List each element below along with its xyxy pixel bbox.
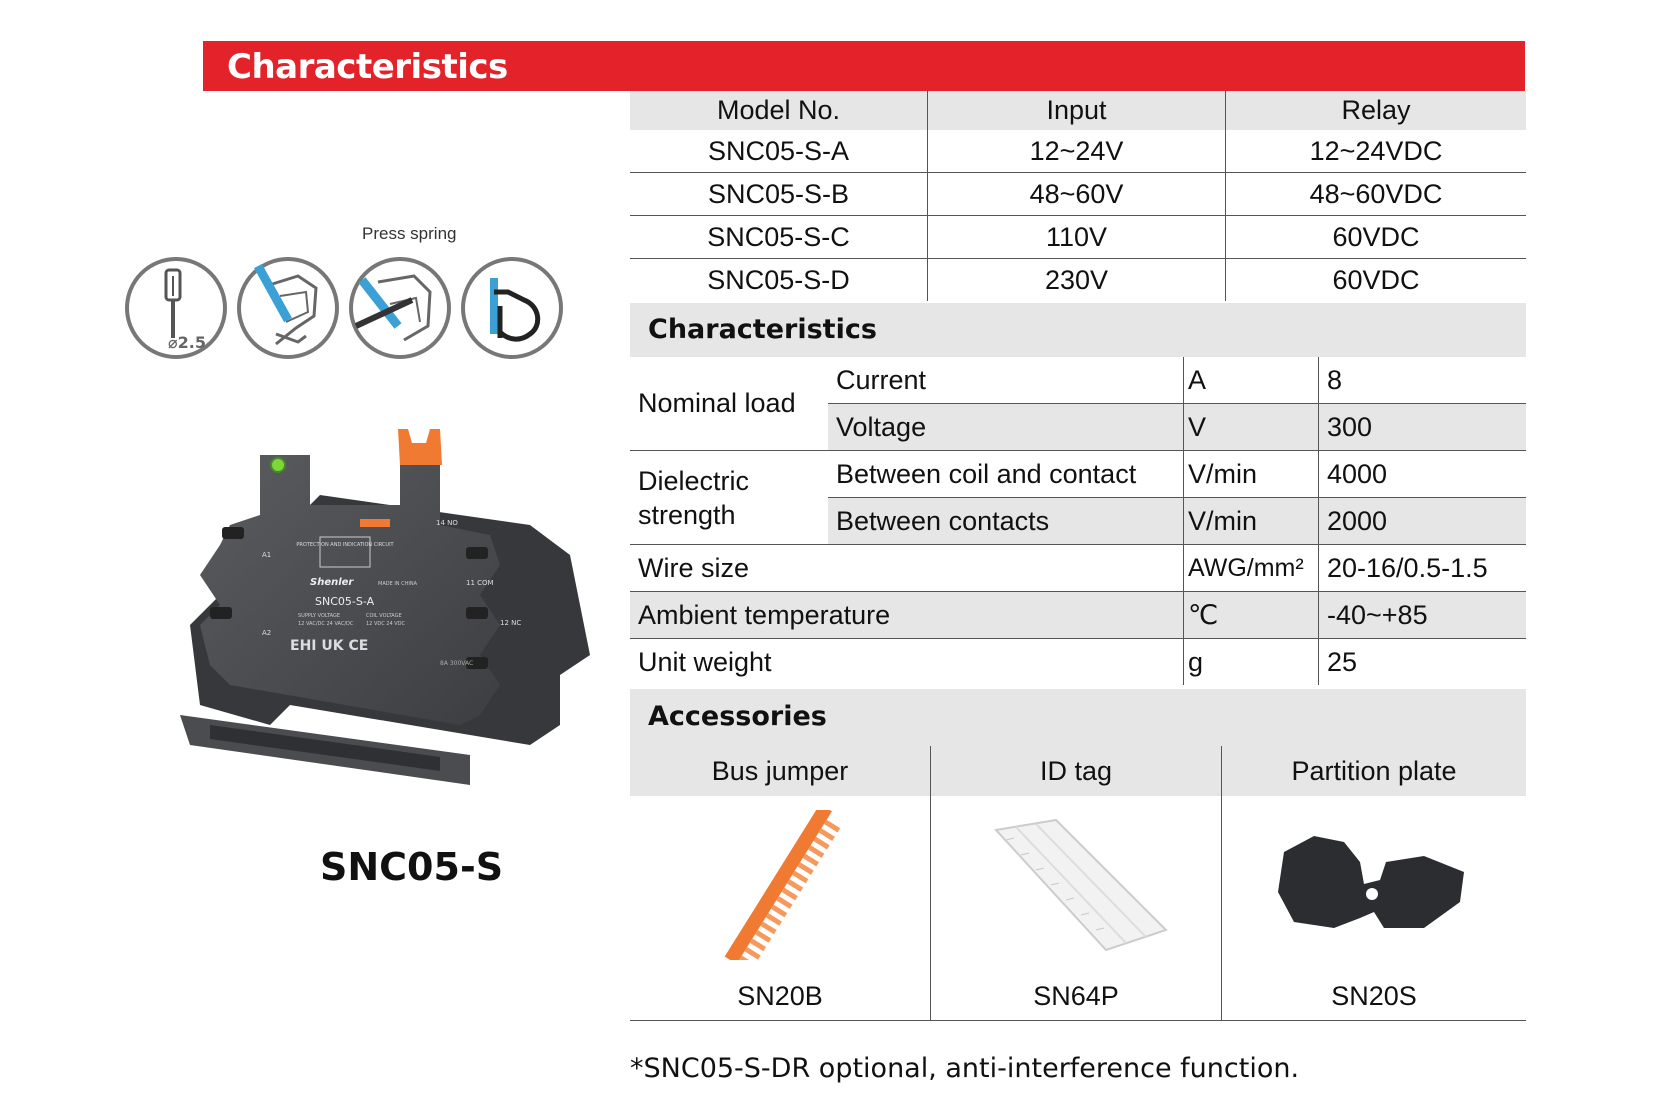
press-spring-label: Press spring xyxy=(362,224,457,243)
spec-name: Between contacts xyxy=(828,498,1184,545)
accessory-code: SN20B xyxy=(737,981,823,1011)
spec-name: Wire size xyxy=(630,545,1184,592)
input-cell: 230V xyxy=(928,259,1226,302)
accessory-code: SN64P xyxy=(1033,981,1119,1011)
spec-value: 300 xyxy=(1319,404,1527,451)
spec-value: 25 xyxy=(1327,646,1358,677)
model-cell: SNC05-S-D xyxy=(630,259,928,302)
bus-jumper-image xyxy=(695,810,865,960)
relay-a1-label: A1 xyxy=(262,551,272,559)
accessory-name: Partition plate xyxy=(1222,746,1526,796)
table-row xyxy=(630,173,1526,216)
input-cell: 48~60V xyxy=(928,173,1226,216)
characteristics-section-title: Characteristics xyxy=(648,314,877,345)
spec-name: Unit weight xyxy=(630,639,1184,686)
nominal-load-label: Nominal load xyxy=(630,357,828,451)
model-cell: SNC05-S-A xyxy=(630,130,928,173)
relay-model-marking: SNC05-S-A xyxy=(315,595,375,608)
characteristics-section-header xyxy=(630,303,1526,357)
model-cell: SNC05-S-C xyxy=(630,216,928,259)
spec-value: -40~+85 xyxy=(1319,592,1527,639)
relay-circuit-label: PROTECTION AND INDICATION CIRCUIT xyxy=(296,542,394,548)
relay-made-in: MADE IN CHINA xyxy=(378,581,418,587)
table-row xyxy=(630,639,1526,686)
accessory-name: ID tag xyxy=(931,746,1221,796)
spec-value: 4000 xyxy=(1319,451,1527,498)
table-row xyxy=(630,451,1526,498)
relay-nc-label: 12 NC xyxy=(500,619,522,627)
relay-cell: 12~24VDC xyxy=(1226,130,1527,173)
model-header: Model No. xyxy=(630,91,928,130)
press-spring-step-icon xyxy=(348,256,452,360)
svg-text:EHI UK CE: EHI UK CE xyxy=(290,638,369,654)
accessories-section-title: Accessories xyxy=(648,701,827,732)
insert-wire-step-icon xyxy=(460,256,564,360)
header-bar xyxy=(203,41,1525,91)
table-row xyxy=(630,357,1526,404)
model-table-header-row xyxy=(630,91,1526,130)
table-row xyxy=(630,259,1526,302)
spec-unit: V xyxy=(1184,404,1319,451)
spec-value: 2000 xyxy=(1319,498,1527,545)
relay-cell: 48~60VDC xyxy=(1226,173,1527,216)
spec-unit: g xyxy=(1184,639,1319,686)
model-cell: SNC05-S-B xyxy=(630,173,928,216)
id-tag-image xyxy=(976,810,1176,960)
spec-value: 8 xyxy=(1319,357,1527,404)
relay-coil-values: 12 VDC 24 VDC xyxy=(366,621,406,627)
spec-unit: V/min xyxy=(1184,498,1319,545)
accessory-id-tag xyxy=(931,746,1222,1020)
relay-no-label: 14 NO xyxy=(436,519,458,527)
product-name: SNC05-S xyxy=(320,845,504,889)
relay-brand: Shenler xyxy=(310,577,354,588)
spec-unit: V/min xyxy=(1184,451,1319,498)
spec-name: Between coil and contact xyxy=(828,451,1184,498)
spec-table xyxy=(630,357,1526,685)
screwdriver-size: ⌀2.5 xyxy=(168,333,206,352)
spec-unit: ℃ xyxy=(1184,592,1319,639)
relay-cell: 60VDC xyxy=(1226,216,1527,259)
spec-unit: AWG/mm² xyxy=(1184,545,1319,592)
accessories-grid xyxy=(630,746,1526,1021)
relay-cell: 60VDC xyxy=(1332,264,1420,295)
relay-supply-label: SUPPLY VOLTAGE xyxy=(298,613,341,619)
table-row xyxy=(630,130,1526,173)
partition-plate-image xyxy=(1274,832,1474,942)
relay-rating: 8A 300VAC xyxy=(440,660,474,667)
input-cell: 12~24V xyxy=(928,130,1226,173)
input-cell: 110V xyxy=(928,216,1226,259)
dielectric-label: Dielectric strength xyxy=(630,451,828,545)
spec-unit: A xyxy=(1184,357,1319,404)
accessory-bus-jumper xyxy=(630,746,931,1020)
relay-a2-label: A2 xyxy=(262,629,272,637)
footnote: *SNC05-S-DR optional, anti-interference function. xyxy=(630,1053,1300,1084)
table-row xyxy=(630,216,1526,259)
accessory-code: SN20S xyxy=(1331,981,1417,1011)
spec-name: Voltage xyxy=(828,404,1184,451)
model-table xyxy=(630,91,1526,301)
spec-name: Ambient temperature xyxy=(630,592,1184,639)
table-row xyxy=(630,592,1526,639)
insert-tool-step-icon xyxy=(236,256,340,360)
accessory-partition-plate xyxy=(1222,746,1526,1020)
screwdriver-step-icon xyxy=(124,256,228,360)
spec-value: 20-16/0.5-1.5 xyxy=(1319,545,1527,592)
accessories-section-header xyxy=(630,689,1526,746)
spec-name: Current xyxy=(828,357,1184,404)
relay-header: Relay xyxy=(1226,91,1527,130)
accessory-name: Bus jumper xyxy=(630,746,930,796)
relay-com-label: 11 COM xyxy=(466,579,494,587)
relay-supply-values: 12 VAC/DC 24 VAC/DC xyxy=(298,621,354,627)
page-title: Characteristics xyxy=(227,47,508,87)
input-header: Input xyxy=(928,91,1226,130)
relay-socket-image xyxy=(170,425,600,795)
table-row xyxy=(630,545,1526,592)
relay-coil-label: COIL VOLTAGE xyxy=(366,613,402,619)
